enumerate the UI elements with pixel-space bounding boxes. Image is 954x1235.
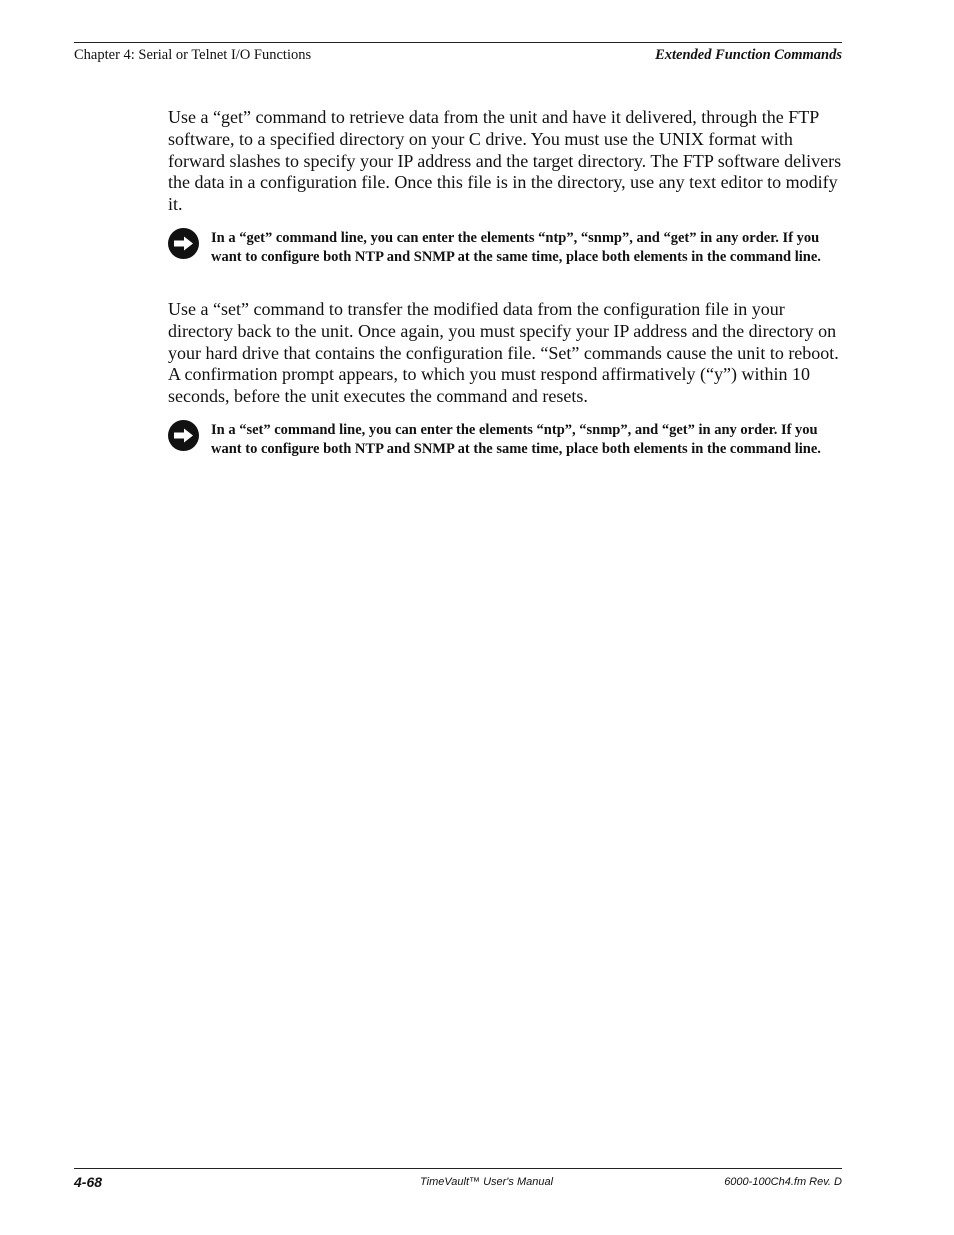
chapter-title: Chapter 4: Serial or Telnet I/O Functions [74,47,312,63]
paragraph-get-command: Use a “get” command to retrieve data from the unit and have it delivered, through the FTP software, to a specified directory on your C drive. You must use the UNIX format with forward slashes to specify your IP address and the target directory. The FTP software delivers the data in a configuration file. Once this file is in the directory, use any text editor to modify it. [168,107,842,215]
footer-rule [74,1168,842,1169]
note-text: In a “get” command line, you can enter the elements “ntp”, “snmp”, and “get” in any order. If you want to configure both NTP and SNMP at the same time, place both elements in the command line. [211,230,821,265]
page-number: 4-68 [74,1174,103,1190]
section-title: Extended Function Commands [655,47,842,63]
note-set-command [168,421,844,459]
document-id: 6000-100Ch4.fm Rev. D [724,1176,842,1188]
paragraph-set-command: Use a “set” command to transfer the modified data from the configuration file in your directory back to the unit. Once again, you must specify your IP address and the directory on your hard drive that contains the configuration file. “Set” commands cause the unit to reboot. A confirmation prompt appears, to which you must respond affirmatively (“y”) within 10 seconds, before the unit executes the command and resets. [168,299,839,407]
manual-title: TimeVault™ User's Manual [420,1176,554,1188]
note-text: In a “set” command line, you can enter the elements “ntp”, “snmp”, and “get” in any order. If you want to configure both NTP and SNMP at the same time, place both elements in the command line. [211,422,821,457]
arrow-right-circle-icon [168,420,199,451]
arrow-right-circle-icon [168,228,199,259]
header-rule [74,42,842,43]
note-get-command [168,229,844,267]
